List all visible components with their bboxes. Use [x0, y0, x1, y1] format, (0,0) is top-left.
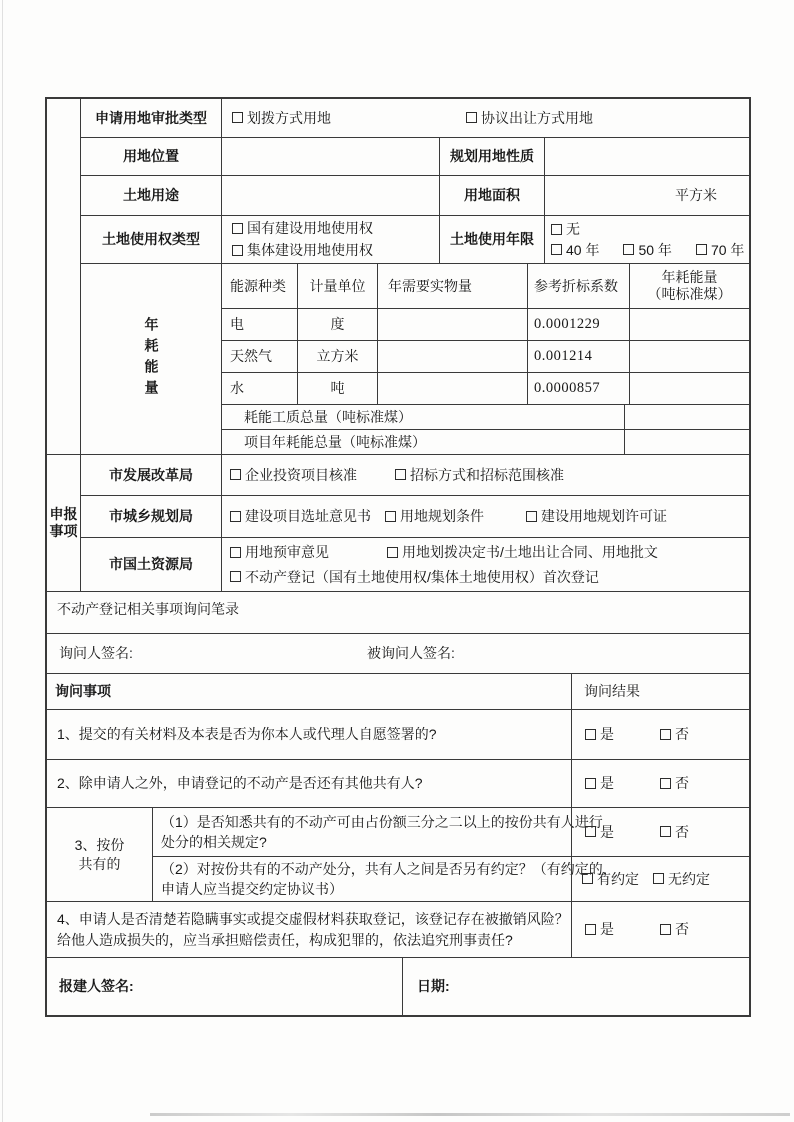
- question-3-2-answers: [571, 857, 749, 901]
- date-label: 日期:: [417, 978, 450, 995]
- question-2-answers: [571, 760, 749, 807]
- approval-type-label: 申请用地审批类型: [95, 109, 207, 126]
- planning-nature-input[interactable]: [544, 138, 749, 175]
- checkbox-label: 是: [600, 823, 614, 840]
- checkbox-icon: [653, 873, 664, 884]
- energy-row-gas: [222, 340, 749, 372]
- land-use-row: [81, 175, 749, 215]
- checkbox-collective-construction-right[interactable]: [232, 241, 373, 260]
- declare-block: [47, 454, 749, 591]
- question-3-label-line1: 3、按份: [74, 836, 125, 853]
- energy-unit: 度: [297, 309, 377, 340]
- energy-summary-1-input[interactable]: [624, 405, 749, 429]
- checkbox-icon: [585, 826, 596, 837]
- energy-factor: 0.0000857: [527, 373, 629, 404]
- inquiry-sign-row: [47, 633, 749, 673]
- checkbox-label: 国有建设用地使用权: [247, 220, 373, 237]
- question-3-1-text: [152, 808, 603, 856]
- approval-type-row: [81, 99, 749, 137]
- checkbox-label: 否: [675, 921, 689, 938]
- checkbox-label: 是: [600, 921, 614, 938]
- energy-unit: 吨: [297, 373, 377, 404]
- right-type-label: 土地使用权类型: [102, 231, 200, 248]
- question-4-line1: 4、申请人是否清楚若隐瞒事实或提交虚假材料获取登记，该登记存在被撤销风险？: [57, 911, 569, 928]
- question-3-label: [47, 808, 152, 901]
- checkbox-icon: [466, 112, 477, 123]
- question-3-2-line1: （2）对按份共有的不动产处分，共有人之间是否另有约定？（有约定的，: [161, 860, 617, 877]
- question-3-subquestions: [152, 808, 749, 901]
- right-type-options: [222, 216, 439, 263]
- energy-type: 电: [230, 316, 244, 333]
- checkbox-label: 无: [566, 220, 580, 237]
- question-3-1-line1: （1）是否知悉共有的不动产可由占份额三分之二以上的按份共有人进行: [161, 813, 603, 830]
- checkbox-tenure-50[interactable]: [623, 241, 671, 260]
- land-application-form: [45, 97, 751, 1017]
- checkbox-icon: [230, 511, 241, 522]
- checkbox-label: 否: [675, 823, 689, 840]
- checkbox-label: 是: [600, 775, 614, 792]
- energy-summary-1-label: 耗能工质总量（吨标准煤）: [244, 408, 412, 425]
- energy-col-type: 能源种类: [230, 277, 286, 294]
- question-1-answers: [571, 710, 749, 759]
- checkbox-icon: [230, 469, 241, 480]
- checkbox-q3-2-not-agreed[interactable]: [653, 870, 710, 889]
- energy-col-total-line2: （吨标准煤）: [647, 286, 732, 302]
- checkbox-icon: [230, 547, 241, 558]
- checkbox-icon: [551, 224, 562, 235]
- checkbox-icon: [660, 729, 671, 740]
- agency-row-guotuju: [81, 537, 749, 591]
- checkbox-icon: [232, 223, 243, 234]
- checkbox-agreement-transfer-land[interactable]: [466, 109, 593, 128]
- question-1-row: [47, 709, 749, 759]
- agency-label: 市发展改革局: [109, 466, 193, 483]
- agency-row-guihuaju: [81, 495, 749, 537]
- checkbox-icon: [660, 778, 671, 789]
- applicant-sign-cell[interactable]: [47, 958, 402, 1015]
- declare-agencies: [80, 455, 749, 591]
- energy-amount-input[interactable]: [377, 341, 527, 372]
- scan-bottom-artifact: [150, 1113, 790, 1116]
- energy-row-electricity: [222, 308, 749, 340]
- question-1-text: 1、提交的有关材料及本表是否为你本人或代理人自愿签署的?: [57, 726, 437, 743]
- question-4-answers: [571, 902, 749, 957]
- inquiry-title: 不动产登记相关事项询问笔录: [57, 601, 239, 617]
- checkbox-icon: [387, 547, 398, 558]
- checkbox-bidding-scope-approval[interactable]: [395, 466, 564, 485]
- checkbox-label: 建设项目选址意见书: [245, 508, 371, 525]
- land-use-content: [221, 176, 749, 215]
- energy-total-input[interactable]: [629, 341, 749, 372]
- question-3-block: [47, 807, 749, 901]
- scan-edge-artifact: [2, 0, 3, 1122]
- inquiry-question-col-header: 询问事项: [55, 683, 111, 700]
- energy-table: [221, 264, 749, 454]
- question-3-1-row: [152, 808, 749, 856]
- checkbox-label: 是: [600, 726, 614, 743]
- checkbox-icon: [585, 778, 596, 789]
- question-4-row: [47, 901, 749, 957]
- checkbox-label: 否: [675, 775, 689, 792]
- agency-options: [221, 496, 749, 537]
- checkbox-tenure-70[interactable]: [696, 241, 744, 260]
- question-4-text: [47, 902, 571, 957]
- energy-header-row: [222, 264, 749, 308]
- question-3-2-text: [152, 857, 617, 901]
- checkbox-icon: [585, 924, 596, 935]
- checkbox-icon: [232, 245, 243, 256]
- area-label: 用地面积: [439, 176, 544, 215]
- question-4-line2: 给他人造成损失的，应当承担赔偿责任，构成犯罪的，依法追究刑事责任?: [57, 931, 513, 948]
- checkbox-label: 划拨方式用地: [247, 109, 331, 126]
- energy-factor: 0.001214: [527, 341, 629, 372]
- planning-nature-label: 规划用地性质: [439, 138, 544, 175]
- agency-options: [221, 455, 749, 495]
- checkbox-icon: [660, 826, 671, 837]
- area-unit: 平方米: [675, 187, 717, 204]
- energy-col-amount: 年需要实物量: [377, 264, 527, 308]
- energy-factor: 0.0001229: [527, 309, 629, 340]
- energy-amount-input[interactable]: [377, 309, 527, 340]
- energy-col-total: [629, 264, 749, 308]
- declare-label-cell: [47, 455, 80, 591]
- checkbox-label: 无约定: [668, 870, 710, 887]
- checkbox-label: 70 年: [710, 241, 745, 258]
- checkbox-icon: [385, 511, 396, 522]
- location-row: [81, 137, 749, 175]
- location-content: [221, 138, 749, 175]
- checkbox-label: 招标方式和招标范围核准: [410, 466, 564, 483]
- energy-total-input[interactable]: [629, 309, 749, 340]
- land-use-input[interactable]: [222, 176, 439, 215]
- location-input[interactable]: [222, 138, 439, 175]
- question-3-1-answers: [571, 808, 749, 856]
- energy-section: [81, 263, 749, 454]
- checkbox-q4-yes[interactable]: [585, 920, 614, 939]
- declare-label-line1: 申报: [49, 506, 78, 522]
- checkbox-enterprise-investment-approval[interactable]: [230, 466, 357, 485]
- inquirer-sign-label: 询问人签名:: [59, 645, 133, 662]
- checkbox-icon: [696, 244, 707, 255]
- inquiry-result-col-header: 询问结果: [571, 674, 749, 709]
- checkbox-q2-yes[interactable]: [585, 774, 614, 793]
- question-2-row: [47, 759, 749, 807]
- question-3-label-line2: 共有的: [78, 855, 121, 872]
- energy-col-unit: 计量单位: [297, 264, 377, 308]
- checkbox-label: 用地预审意见: [245, 543, 329, 560]
- applicant-sign-label: 报建人签名:: [59, 978, 134, 995]
- land-energy-block: [47, 99, 749, 454]
- land-use-label: 土地用途: [123, 187, 179, 204]
- energy-col-factor: 参考折标系数: [527, 264, 629, 308]
- checkbox-q3-1-yes[interactable]: [585, 823, 614, 842]
- energy-unit: 立方米: [297, 341, 377, 372]
- left-spacer-cell: [47, 99, 80, 454]
- tenure-options: [544, 216, 749, 263]
- checkbox-label: 集体建设用地使用权: [247, 242, 373, 258]
- checkbox-label: 企业投资项目核准: [245, 466, 357, 483]
- energy-summary-row-2: [222, 429, 749, 454]
- checkbox-land-preexam-opinion[interactable]: [230, 543, 329, 562]
- agency-row-fagaiju: [81, 455, 749, 495]
- question-3-2-row: [152, 856, 749, 901]
- inquiry-sign-cell[interactable]: [47, 634, 749, 673]
- inquiry-header-row: [47, 673, 749, 709]
- checkbox-q3-1-no[interactable]: [660, 823, 689, 842]
- energy-row-water: [222, 372, 749, 404]
- checkbox-q3-2-agreed[interactable]: [582, 870, 639, 889]
- checkbox-label: 用地划拨决定书/土地出让合同、用地批文: [402, 543, 658, 560]
- tenure-label: 土地使用年限: [439, 216, 544, 263]
- energy-total-input[interactable]: [629, 373, 749, 404]
- right-type-content: [221, 216, 749, 263]
- question-3-1-line2: 处分的相关规定?: [161, 834, 267, 850]
- energy-section-label: 年耗能量: [143, 317, 160, 401]
- checkbox-q2-no[interactable]: [660, 774, 689, 793]
- checkbox-tenure-40[interactable]: [551, 241, 599, 260]
- energy-section-label-cell: [81, 264, 221, 454]
- checkbox-planning-permit[interactable]: [526, 507, 667, 526]
- checkbox-label: 40 年: [566, 241, 600, 258]
- respondent-sign-label: 被询问人签名:: [367, 645, 455, 662]
- question-2-text: 2、除申请人之外，申请登记的不动产是否还有其他共有人?: [57, 775, 423, 792]
- checkbox-icon: [585, 729, 596, 740]
- energy-summary-row-1: [222, 404, 749, 429]
- agency-label: 市城乡规划局: [109, 508, 193, 525]
- land-energy-main: [80, 99, 749, 454]
- question-3-2-line2: 申请人应当提交约定协议书）: [161, 881, 343, 897]
- checkbox-label: 用地规划条件: [400, 508, 484, 525]
- energy-type: 水: [230, 380, 244, 397]
- location-label: 用地位置: [123, 148, 179, 165]
- checkbox-label: 建设用地规划许可证: [541, 508, 667, 525]
- checkbox-q1-yes[interactable]: [585, 725, 614, 744]
- checkbox-icon: [660, 924, 671, 935]
- checkbox-label: 50 年: [638, 241, 672, 258]
- checkbox-icon: [395, 469, 406, 480]
- checkbox-tenure-none[interactable]: [551, 220, 580, 239]
- checkbox-icon: [582, 873, 593, 884]
- checkbox-label: 不动产登记（国有土地使用权/集体土地使用权）首次登记: [245, 568, 599, 585]
- checkbox-q1-no[interactable]: [660, 725, 689, 744]
- checkbox-label: 有约定: [597, 870, 639, 887]
- energy-summary-2-label: 项目年耗能总量（吨标准煤）: [244, 433, 426, 450]
- checkbox-q4-no[interactable]: [660, 920, 689, 939]
- checkbox-state-construction-right[interactable]: [232, 219, 373, 238]
- checkbox-icon: [551, 244, 562, 255]
- checkbox-icon: [623, 244, 634, 255]
- checkbox-label: 协议出让方式用地: [481, 109, 593, 126]
- agency-label: 市国土资源局: [109, 556, 193, 573]
- right-type-row: [81, 215, 749, 263]
- checkbox-allocation-decision-contract[interactable]: [387, 543, 658, 562]
- checkbox-site-selection-opinion[interactable]: [230, 507, 371, 526]
- area-input[interactable]: [544, 176, 749, 215]
- checkbox-first-registration[interactable]: [230, 568, 599, 587]
- approval-type-options: [221, 99, 749, 137]
- energy-col-total-line1: 年耗能量: [661, 268, 718, 285]
- checkbox-planning-conditions[interactable]: [385, 507, 484, 526]
- checkbox-icon: [232, 112, 243, 123]
- checkbox-icon: [526, 511, 537, 522]
- inquiry-title-row: [47, 591, 749, 633]
- date-cell[interactable]: [402, 958, 749, 1015]
- declare-label-line2: 事项: [49, 523, 78, 539]
- energy-type: 天然气: [230, 348, 272, 365]
- footer-sign-row: [47, 957, 749, 1015]
- checkbox-icon: [230, 571, 241, 582]
- energy-summary-2-input[interactable]: [624, 430, 749, 454]
- agency-options: [221, 538, 749, 591]
- checkbox-allocation-land[interactable]: [232, 109, 331, 128]
- checkbox-label: 否: [675, 726, 689, 743]
- energy-amount-input[interactable]: [377, 373, 527, 404]
